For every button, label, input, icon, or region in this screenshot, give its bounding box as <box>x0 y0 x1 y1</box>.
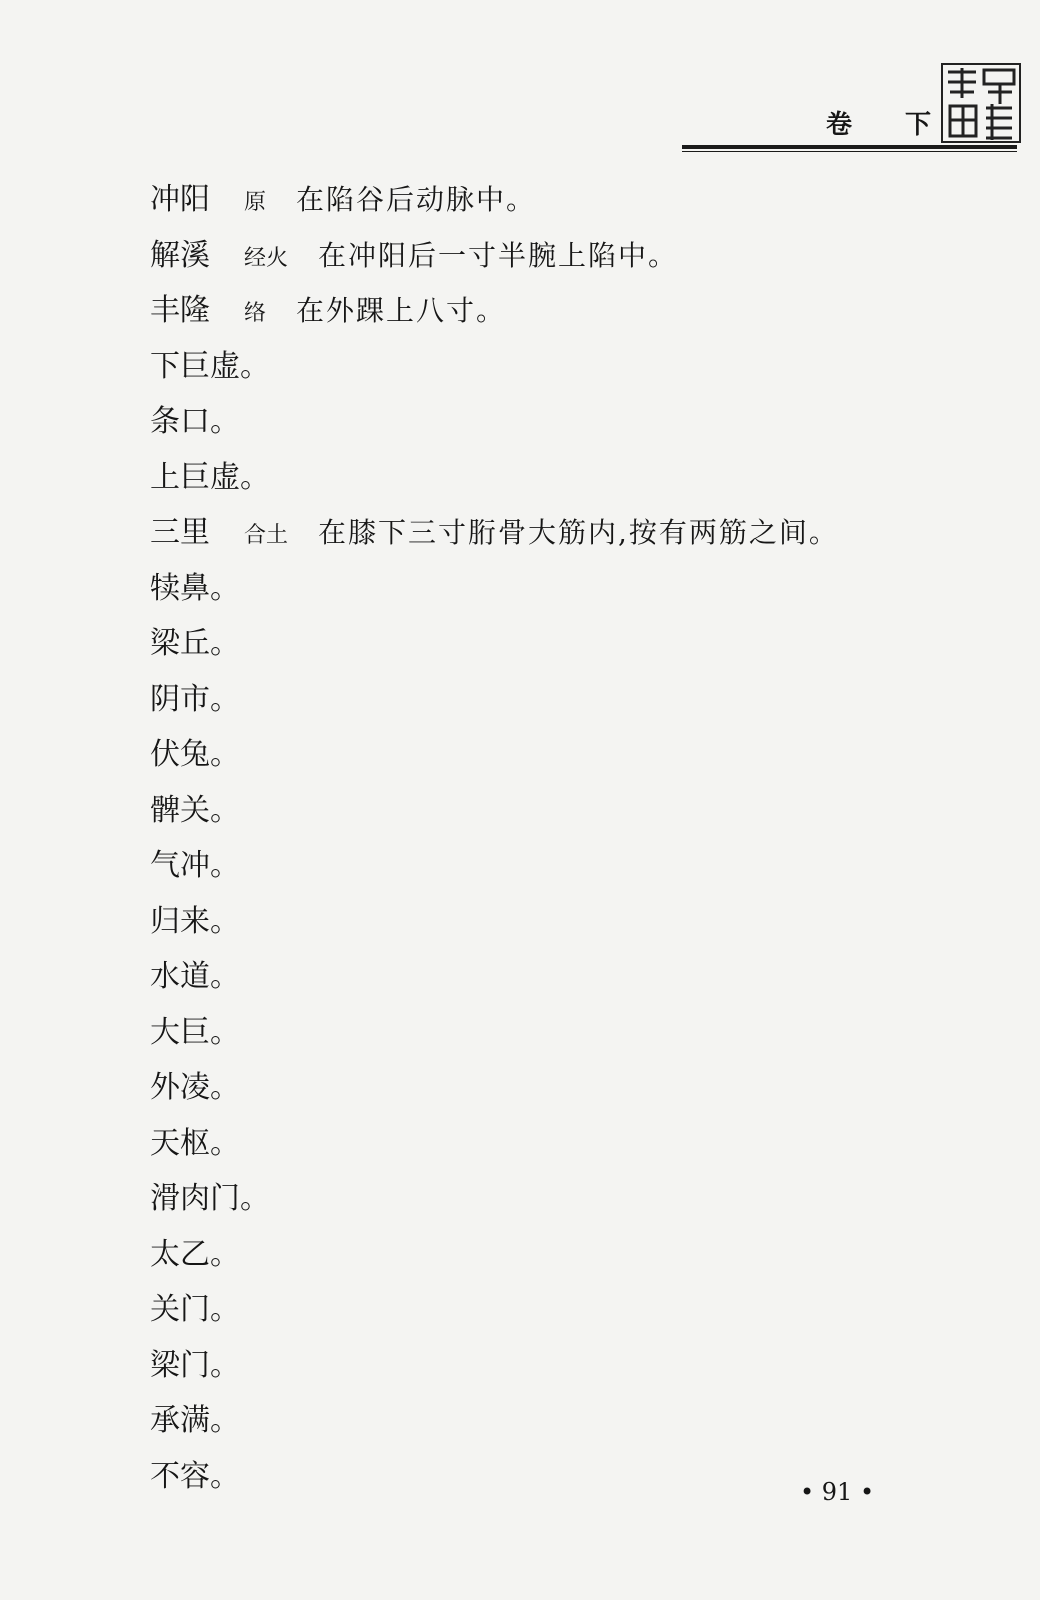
acupoint-line <box>150 1393 1010 1449</box>
acupoint-name: 冲阳 <box>150 182 210 217</box>
acupoint-location: 在外踝上八寸。 <box>296 294 507 327</box>
acupoint-location: 在冲阳后一寸半腕上陷中。 <box>318 238 679 272</box>
acupoint-category: 合土 <box>244 523 289 548</box>
acupoint-location: 在膝下三寸胻骨大筋内,按有两筋之间。 <box>318 516 839 549</box>
acupoint-line <box>150 1338 1010 1394</box>
page-number: • 91 • <box>800 1478 875 1506</box>
acupoint-line <box>150 838 1010 894</box>
acupoint-name: 承满。 <box>150 1403 240 1438</box>
acupoint-line <box>150 339 1010 395</box>
acupoint-line <box>150 394 1010 450</box>
acupoint-line <box>150 1282 1010 1338</box>
acupoint-name: 外凌。 <box>150 1070 240 1105</box>
acupoint-name: 三里 <box>150 515 210 550</box>
acupoint-name: 归来。 <box>150 903 240 939</box>
acupoint-name: 天枢。 <box>150 1125 240 1161</box>
acupoint-name: 大巨。 <box>150 1014 240 1050</box>
acupoint-line <box>150 1171 1010 1227</box>
acupoint-name: 气冲。 <box>150 848 240 883</box>
header-rule <box>682 145 1017 149</box>
acupoint-name: 梁门。 <box>150 1347 240 1383</box>
acupoint-line <box>150 783 1010 839</box>
acupoint-name: 不容。 <box>150 1458 240 1494</box>
acupoint-line <box>150 450 1010 506</box>
acupoint-name: 水道。 <box>150 959 240 994</box>
acupoint-category: 原 <box>244 190 267 215</box>
acupoint-line <box>150 1116 1010 1172</box>
acupoint-name: 髀关。 <box>150 792 240 828</box>
acupoint-name: 条口。 <box>150 404 240 439</box>
acupoint-category: 络 <box>244 301 267 326</box>
acupoint-name: 解溪 <box>150 237 210 273</box>
acupoint-line <box>150 228 1010 284</box>
acupoint-category: 经火 <box>244 245 289 271</box>
acupoint-line <box>150 1227 1010 1283</box>
acupoint-name: 伏兔。 <box>150 737 240 772</box>
acupoint-line <box>150 561 1010 617</box>
running-header: 卷 下 <box>826 110 954 140</box>
acupoint-location: 在陷谷后动脉中。 <box>296 183 537 216</box>
acupoint-name: 太乙。 <box>150 1236 240 1272</box>
acupoint-line <box>150 616 1010 672</box>
acupoint-name: 梁丘。 <box>150 626 240 661</box>
acupoint-line <box>150 1449 1010 1505</box>
acupoint-line <box>150 672 1010 728</box>
acupoint-line <box>150 1005 1010 1061</box>
acupoint-line <box>150 949 1010 1005</box>
acupoint-name: 犊鼻。 <box>150 570 240 606</box>
acupoint-line <box>150 1060 1010 1116</box>
seal-logo <box>940 60 1022 146</box>
header-rule-thin <box>682 151 1017 152</box>
acupoint-name: 丰隆 <box>150 293 210 328</box>
acupoint-line <box>150 172 1010 228</box>
acupoint-name: 关门。 <box>150 1292 240 1327</box>
acupoint-name: 下巨虚。 <box>150 348 270 384</box>
acupoint-line <box>150 727 1010 783</box>
acupoint-name: 滑肉门。 <box>150 1181 270 1216</box>
acupoint-name: 上巨虚。 <box>150 459 270 495</box>
acupoint-list <box>150 172 1010 1504</box>
acupoint-line <box>150 283 1010 339</box>
acupoint-name: 阴市。 <box>150 681 240 717</box>
acupoint-line <box>150 894 1010 950</box>
acupoint-line <box>150 505 1010 561</box>
